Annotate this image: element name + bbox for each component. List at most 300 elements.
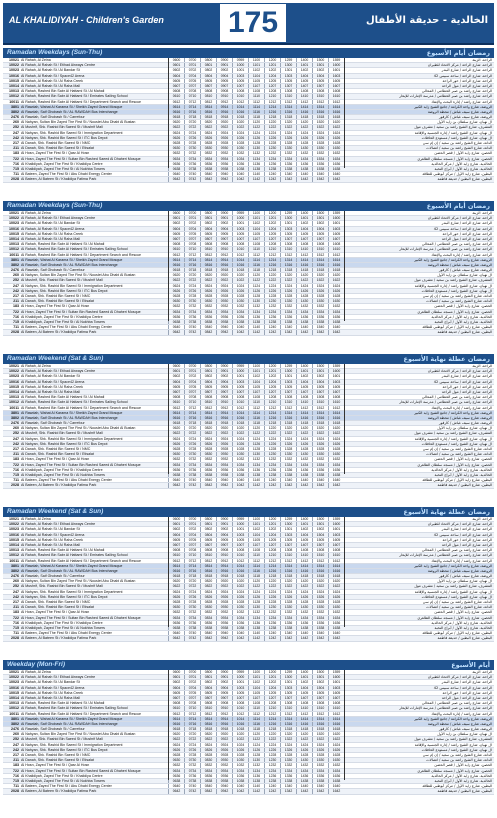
departure-time: 1130 — [248, 452, 264, 456]
departure-time: 1100 — [248, 670, 264, 674]
departure-time: 1140 — [248, 478, 264, 482]
departure-time: 0722 — [184, 278, 200, 282]
departure-time: 0914 — [216, 258, 232, 262]
departure-time: 0840 — [200, 172, 216, 176]
departure-time: 1138 — [248, 626, 264, 630]
departure-time: 1224 — [264, 131, 280, 135]
stop-times — [168, 753, 344, 757]
stop-name-en: Al Rahah, Al Rahah St / Al Raha Mall — [21, 83, 80, 88]
departure-time: 1514 — [312, 564, 328, 568]
stop-name-en: Al Mushrif, Shk. Rashid Bin Saeed St / Mushrif Mall — [21, 584, 103, 589]
departure-time: 0812 — [200, 406, 216, 410]
departure-time: 1632 — [328, 610, 344, 614]
departure-time: 1440 — [296, 172, 312, 176]
departure-time: 0642 — [168, 330, 184, 334]
stop-code: 722 — [13, 768, 19, 773]
departure-time: 1612 — [328, 559, 344, 563]
departure-time: 1300 — [280, 675, 296, 679]
departure-time: 1207 — [264, 390, 280, 394]
departure-time: 1116 — [248, 110, 264, 114]
stop-times — [168, 100, 344, 104]
departure-time: 1118 — [248, 727, 264, 731]
stop-times — [168, 385, 344, 389]
departure-time: 1200 — [264, 517, 280, 521]
departure-time: 1620 — [328, 120, 344, 124]
departure-time: 1102 — [248, 527, 264, 531]
departure-time: 1538 — [312, 473, 328, 477]
stop-name-en: Al Bateen, Al Bateen St / Khalidiya Fatima Park — [21, 636, 97, 641]
departure-time: 1634 — [328, 310, 344, 314]
departure-time: 1230 — [264, 146, 280, 150]
departure-time: 1538 — [312, 320, 328, 324]
departure-time: 1122 — [248, 431, 264, 435]
stop-name-en: Al Rahah, Al Rahah St / Al Bandar St — [21, 527, 80, 532]
stop-name-en: Al Nahyan, Sultan Bin Zayed The First St / Nouslet Abu Dhabi Al Bustan — [21, 120, 136, 125]
departure-time: 1212 — [264, 100, 280, 104]
stop-code: 217 — [13, 753, 19, 757]
stop-name-en: Al Danah, Shk. Rashid Bin Saeed St / Etisalat — [21, 605, 94, 610]
departure-time: 1326 — [280, 289, 296, 293]
departure-time: 1228 — [264, 294, 280, 298]
departure-time: 1501 — [312, 63, 328, 67]
departure-time: 1642 — [328, 330, 344, 334]
departure-time: 1326 — [280, 595, 296, 599]
departure-time: 1307 — [280, 696, 296, 700]
departure-time: 0814 — [200, 105, 216, 109]
departure-time: 1432 — [296, 151, 312, 155]
stop-name-ar: الحصن، شارع زايد الأول / مسجد سلطان الظاهري — [417, 462, 492, 467]
stop-name-en: Al Bateen, Zayed The First St / Abu Dhabi Energy Center — [21, 172, 112, 177]
stop-name-en: Al Khalidiyah, Zayed The First St / Al Nukhba Towers — [21, 778, 105, 783]
departure-time: 0836 — [200, 468, 216, 472]
stop-times — [168, 442, 344, 446]
departure-time: 1118 — [248, 268, 264, 272]
departure-time: 0612 — [168, 559, 184, 563]
stop-name-en: Al Danah, Shk. Rashid Bin Saeed St / Etisalat — [21, 146, 94, 151]
stop-name-ar: الروضة، شارع سيف غباش / محطة الروضة — [427, 262, 492, 267]
departure-time: 1218 — [264, 268, 280, 272]
departure-time: 0602 — [168, 221, 184, 225]
departure-time: 0742 — [184, 789, 200, 793]
stop-name-en: Al Rahah, Rashed Bin Sabr Al Hattami St / Emirates Sailing School — [21, 247, 128, 252]
departure-time: 0934 — [216, 157, 232, 161]
departure-time: 0838 — [200, 779, 216, 783]
departure-time: 1101 — [248, 522, 264, 526]
stop-name-ar: الروضة، شارع سيف غباش / كارفور — [439, 268, 492, 273]
departure-time: 0826 — [200, 442, 216, 446]
stop-name-ar: الراحة، شارع الراحة / خور الراحة — [442, 384, 492, 389]
departure-time: 1622 — [328, 278, 344, 282]
departure-time: 1607 — [328, 390, 344, 394]
departure-time: 1510 — [312, 553, 328, 557]
departure-time: 1138 — [248, 320, 264, 324]
departure-time: 0638 — [168, 779, 184, 783]
departure-time: 1238 — [264, 320, 280, 324]
departure-time: 0704 — [184, 686, 200, 690]
departure-time: 1010 — [232, 400, 248, 404]
departure-time: 0820 — [200, 120, 216, 124]
departure-time: 0604 — [168, 533, 184, 537]
departure-time: 1622 — [328, 431, 344, 435]
departure-time: 0802 — [200, 374, 216, 378]
departure-time: 1434 — [296, 616, 312, 620]
section-title-en: Ramadan Weekend (Sat & Sun) — [7, 355, 104, 362]
stop-name-en: Al Khalidiyah, Zayed The First St / Khalidiya Centre — [21, 773, 103, 778]
departure-time: 0942 — [216, 636, 232, 640]
departure-time: 1408 — [296, 89, 312, 93]
stop-name-en: Al Danah, Shk. Rashid Bin Saeed St / Etisalat — [21, 299, 94, 304]
departure-time: 0612 — [168, 712, 184, 716]
departure-time: 0824 — [200, 284, 216, 288]
stop-name-ar: الروضة، شارع سيف غباش / محطة الروضة — [427, 568, 492, 573]
stop-name-ar: المشرف، شارع الشيخ راشد بن سعيد / مشرف مول — [414, 737, 492, 742]
stop-code: 10022 — [9, 522, 19, 527]
stop-name-ar: الراحة، شارع الراحة / مركز الاتحاد للطيران — [427, 216, 492, 221]
departure-time: 1310 — [280, 706, 296, 710]
departure-time: 1042 — [232, 789, 248, 793]
stop-name-ar: آل نهيان، شارع الشيخ راشد / مستودع الحافلات — [421, 135, 492, 140]
departure-time: 1018 — [232, 727, 248, 731]
departure-time: 1042 — [232, 177, 248, 181]
departure-time: 0632 — [168, 610, 184, 614]
departure-time: 1614 — [328, 717, 344, 721]
departure-time: 1334 — [280, 157, 296, 161]
stop-times — [168, 58, 344, 62]
departure-time: 0718 — [184, 574, 200, 578]
departure-time: 0914 — [216, 717, 232, 721]
departure-time: 0924 — [216, 743, 232, 747]
departure-time: 1107 — [248, 543, 264, 547]
stop-name-en: Al Rahah, Al Rahah St / Al Raha Mall — [21, 695, 80, 700]
column-divider — [344, 58, 345, 168]
departure-time: 0902 — [216, 374, 232, 378]
departure-time: 0638 — [168, 473, 184, 477]
departure-time: 0628 — [168, 141, 184, 145]
departure-time: 1310 — [280, 553, 296, 557]
stop-name-ar: الحصن، شارع زايد الأول / مسجد سلطان الظاهري — [417, 768, 492, 773]
departure-time: 0628 — [168, 600, 184, 604]
departure-time: 1104 — [248, 686, 264, 690]
departure-time: 1222 — [264, 737, 280, 741]
departure-time: 1316 — [280, 722, 296, 726]
stop-name-en: Al Khalidiyah, Zayed The First St / Khalidiya Centre — [21, 620, 103, 625]
departure-time: 0632 — [168, 763, 184, 767]
departure-time: 1007 — [232, 84, 248, 88]
stop-name-ar: الراحة، شارع الراحة / مركز الاتحاد للطيران — [427, 522, 492, 527]
stop-code: 242 — [13, 441, 19, 446]
stop-name-ar: الراحة، الزينة — [472, 364, 492, 368]
stop-times — [168, 253, 344, 257]
stop-name-ar: الراحة، شارع الراحة / ساحة سبيس 42 — [433, 226, 492, 231]
departure-time: 1136 — [248, 621, 264, 625]
departure-time: 0810 — [200, 247, 216, 251]
departure-time: 0812 — [200, 253, 216, 257]
departure-time: 1034 — [232, 616, 248, 620]
departure-time: 0924 — [216, 284, 232, 288]
stop-times — [168, 146, 344, 150]
departure-time: 1530 — [312, 758, 328, 762]
departure-time: 1404 — [296, 380, 312, 384]
departure-time: 1634 — [328, 616, 344, 620]
departure-time: 1224 — [264, 590, 280, 594]
departure-time: 1526 — [312, 136, 328, 140]
departure-time: 0608 — [168, 701, 184, 705]
departure-time: 1012 — [232, 253, 248, 257]
departure-time: 0710 — [184, 400, 200, 404]
departure-time: 0812 — [200, 559, 216, 563]
stop-code: 10015 — [9, 384, 19, 389]
departure-time: 1502 — [312, 680, 328, 684]
departure-time: 1108 — [248, 89, 264, 93]
departure-time: 1238 — [264, 473, 280, 477]
stop-name-ar: الروضة، شارع سيف غباش / محطة الروضة — [427, 721, 492, 726]
stop-name-ar: الدانة، شارع الشيخ راشد بن سعيد / اتصالات — [426, 605, 492, 610]
departure-time: 0904 — [216, 74, 232, 78]
stop-name-ar: الراحة، شارع راشد بن صبر الحطامي / مدرسة الإمارات للإبحار — [399, 94, 492, 99]
departure-time: 1518 — [312, 727, 328, 731]
stop-code: 10012 — [9, 706, 19, 711]
departure-time: 1228 — [264, 753, 280, 757]
stop-name-ar: الروضة، شارع سيف غباش / محطة الروضة — [427, 415, 492, 420]
departure-time: 0824 — [200, 743, 216, 747]
departure-time: 1642 — [328, 177, 344, 181]
departure-time: 1400 — [296, 211, 312, 215]
departure-time: 0832 — [200, 610, 216, 614]
departure-time: 1000 — [232, 675, 248, 679]
stop-code: 183 — [13, 151, 19, 156]
departure-time: 1401 — [296, 675, 312, 679]
departure-time: 0912 — [216, 100, 232, 104]
departure-time: 0632 — [168, 457, 184, 461]
departure-time: 0807 — [200, 84, 216, 88]
departure-time: 1536 — [312, 774, 328, 778]
departure-time: 1320 — [280, 732, 296, 736]
stop-code: 10013 — [9, 89, 19, 94]
departure-time: 1534 — [312, 157, 328, 161]
stop-code: 2476 — [11, 268, 19, 273]
timetable-section — [3, 354, 494, 489]
departure-time: 0912 — [216, 253, 232, 257]
stop-name-en: Al Rahah, Rashed Bin Sabr Al Hattami St / Department Search and Rescue — [21, 99, 142, 104]
departure-time: 0804 — [200, 74, 216, 78]
stop-name-en: Al Rahah, Rashed Bin Sabr Al Hattami St / Department Search and Rescue — [21, 711, 142, 716]
departure-time: 0907 — [216, 390, 232, 394]
departure-time: 1110 — [248, 400, 264, 404]
departure-time: 1530 — [312, 605, 328, 609]
departure-time: 1626 — [328, 289, 344, 293]
departure-time: 1208 — [264, 548, 280, 552]
departure-time: 0722 — [184, 431, 200, 435]
departure-time: 1300 — [280, 369, 296, 373]
stop-name-en: Al Rahah, Rashed Bin Sabr Al Hattami St / Emirates Sailing School — [21, 400, 128, 405]
departure-time: 0928 — [216, 141, 232, 145]
departure-time: 1216 — [264, 263, 280, 267]
departure-time: 1242 — [264, 330, 280, 334]
departure-time: 1624 — [328, 131, 344, 135]
departure-time: 1438 — [296, 473, 312, 477]
stop-times — [168, 89, 344, 93]
departure-time: 1642 — [328, 636, 344, 640]
departure-time: 0904 — [216, 686, 232, 690]
stop-name-ar: الراحة، شارع الراحة / خور الراحة — [442, 231, 492, 236]
departure-time: 0616 — [168, 263, 184, 267]
stop-name-ar: الراحة، شارع الراحة / مركز الاتحاد للطيران — [427, 63, 492, 68]
departure-time: 1407 — [296, 84, 312, 88]
departure-time: 1012 — [232, 712, 248, 716]
departure-time: 1412 — [296, 100, 312, 104]
stop-times — [168, 84, 344, 88]
stop-code: 242 — [13, 288, 19, 293]
departure-time: 1436 — [296, 162, 312, 166]
departure-time: 1538 — [312, 167, 328, 171]
stop-times — [168, 737, 344, 741]
stop-name-en: Al Rahah, Al Rahah St / Al Raha Creek — [21, 690, 83, 695]
departure-time: 1332 — [280, 151, 296, 155]
stop-name-en: Al Rahah, Al Rahah St / Al Raha Creek — [21, 384, 83, 389]
departure-time: 0707 — [184, 543, 200, 547]
departure-time: 1207 — [264, 84, 280, 88]
departure-time: 0820 — [200, 273, 216, 277]
departure-time: 1632 — [328, 763, 344, 767]
departure-time: 1230 — [264, 605, 280, 609]
stop-name-ar: الراحة، الزينة — [472, 211, 492, 215]
departure-time: 1500 — [312, 211, 328, 215]
departure-time: 1430 — [296, 146, 312, 150]
departure-time: 1528 — [312, 447, 328, 451]
departure-time: 0836 — [200, 315, 216, 319]
stop-code: 242 — [13, 594, 19, 599]
departure-time: 1101 — [248, 216, 264, 220]
departure-time: 0810 — [200, 706, 216, 710]
departure-time: 0724 — [184, 590, 200, 594]
departure-time: 0642 — [168, 177, 184, 181]
departure-time: 0605 — [168, 385, 184, 389]
departure-time: 0816 — [200, 416, 216, 420]
stop-code: 722 — [13, 309, 19, 314]
stop-times — [168, 675, 344, 679]
departure-time: 1007 — [232, 543, 248, 547]
departure-time: 1326 — [280, 136, 296, 140]
departure-time: 0812 — [200, 712, 216, 716]
departure-time: 1032 — [232, 763, 248, 767]
stop-name-ar: الراحة، شارع راشد / إدارة البحث والإنقاذ — [431, 558, 492, 563]
departure-time: 0605 — [168, 691, 184, 695]
departure-time: 1014 — [232, 258, 248, 262]
stop-times — [168, 247, 344, 251]
stop-name-en: Al Danah, Shk. Rashid Bin Saeed St / NMC — [21, 753, 91, 757]
stop-name-en: Al Khalidiyah, Zayed The First St / Al Nukhba Towers — [21, 472, 105, 477]
departure-time: 0624 — [168, 284, 184, 288]
departure-time: 1328 — [280, 141, 296, 145]
departure-time: 1132 — [248, 151, 264, 155]
departure-time: 1630 — [328, 452, 344, 456]
stop-name-en: Al Nahyan, Shk. Rashid Bin Saeed St / Immigration Department — [21, 589, 123, 594]
departure-time: 0959 — [232, 58, 248, 62]
departure-time: 0907 — [216, 696, 232, 700]
departure-time: 0910 — [216, 247, 232, 251]
stop-code: 715 — [13, 319, 19, 324]
departure-time: 0726 — [184, 595, 200, 599]
departure-time: 1101 — [248, 369, 264, 373]
departure-time: 0905 — [216, 385, 232, 389]
stop-times — [168, 691, 344, 695]
departure-time: 1402 — [296, 374, 312, 378]
departure-time: 0700 — [184, 211, 200, 215]
departure-time: 0838 — [200, 320, 216, 324]
departure-time: 0805 — [200, 79, 216, 83]
stop-name-en: Al Rawdah, Saif Ghobash St / Carrefour — [21, 115, 85, 120]
departure-time: 1410 — [296, 247, 312, 251]
departure-time: 1502 — [312, 68, 328, 72]
departure-time: 1318 — [280, 727, 296, 731]
departure-time: 1214 — [264, 105, 280, 109]
departure-time: 1132 — [248, 457, 264, 461]
departure-time: 1310 — [280, 247, 296, 251]
stop-name-en: Al Rahah, Al Rahah St / Al Raha Mall — [21, 236, 80, 241]
departure-time: 1622 — [328, 125, 344, 129]
departure-time: 0636 — [168, 774, 184, 778]
stop-times — [168, 727, 344, 731]
departure-time: 0818 — [200, 727, 216, 731]
departure-time: 1410 — [296, 706, 312, 710]
stop-code: 247 — [13, 283, 19, 288]
departure-time: 0718 — [184, 421, 200, 425]
departure-time: 0840 — [200, 325, 216, 329]
stop-name-ar: الحصن، شارع زايد الأول / قصر الحصن — [434, 610, 492, 615]
departure-time: 1307 — [280, 390, 296, 394]
departure-time: 1402 — [296, 68, 312, 72]
departure-time: 1324 — [280, 437, 296, 441]
departure-time: 1120 — [248, 732, 264, 736]
departure-time: 1232 — [264, 610, 280, 614]
stop-name-ar: آل نهيان، شارع الشيخ راشد / مستودع الحافلات — [421, 441, 492, 446]
departure-time: 0838 — [200, 626, 216, 630]
departure-time: 1408 — [296, 242, 312, 246]
departure-time: 1014 — [232, 105, 248, 109]
departure-time: 1528 — [312, 141, 328, 145]
departure-time: 0605 — [168, 79, 184, 83]
departure-time: 1542 — [312, 177, 328, 181]
departure-time: 1510 — [312, 706, 328, 710]
departure-time: 0905 — [216, 691, 232, 695]
departure-time: 0642 — [168, 789, 184, 793]
departure-time: 1524 — [312, 590, 328, 594]
stop-times — [168, 74, 344, 78]
stop-name-ar: الخالدية، شارع زايد الأول / أبراج النخبة — [434, 319, 492, 324]
departure-time: 0614 — [168, 717, 184, 721]
departure-time: 0634 — [168, 463, 184, 467]
departure-time: 1207 — [264, 696, 280, 700]
departure-time: 1442 — [296, 483, 312, 487]
departure-time: 0900 — [216, 58, 232, 62]
departure-time: 1322 — [280, 737, 296, 741]
departure-time: 1142 — [248, 483, 264, 487]
departure-time: 0602 — [168, 527, 184, 531]
stop-name-ar: الروضة، شارع واحة الكرامة / جامع الشيخ زايد الكبير — [414, 410, 492, 415]
stop-times — [168, 426, 344, 430]
stop-code: 3801 — [11, 563, 19, 568]
departure-time: 1418 — [296, 115, 312, 119]
departure-time: 0836 — [200, 162, 216, 166]
departure-time: 0640 — [168, 325, 184, 329]
departure-time: 1522 — [312, 125, 328, 129]
stop-code: 211 — [13, 758, 19, 763]
departure-time: 0934 — [216, 310, 232, 314]
departure-time: 1118 — [248, 421, 264, 425]
departure-time: 0724 — [184, 743, 200, 747]
stop-name-en: Al Danah, Shk. Rashid Bin Saeed St / NMC — [21, 141, 91, 145]
departure-time: 1024 — [232, 590, 248, 594]
